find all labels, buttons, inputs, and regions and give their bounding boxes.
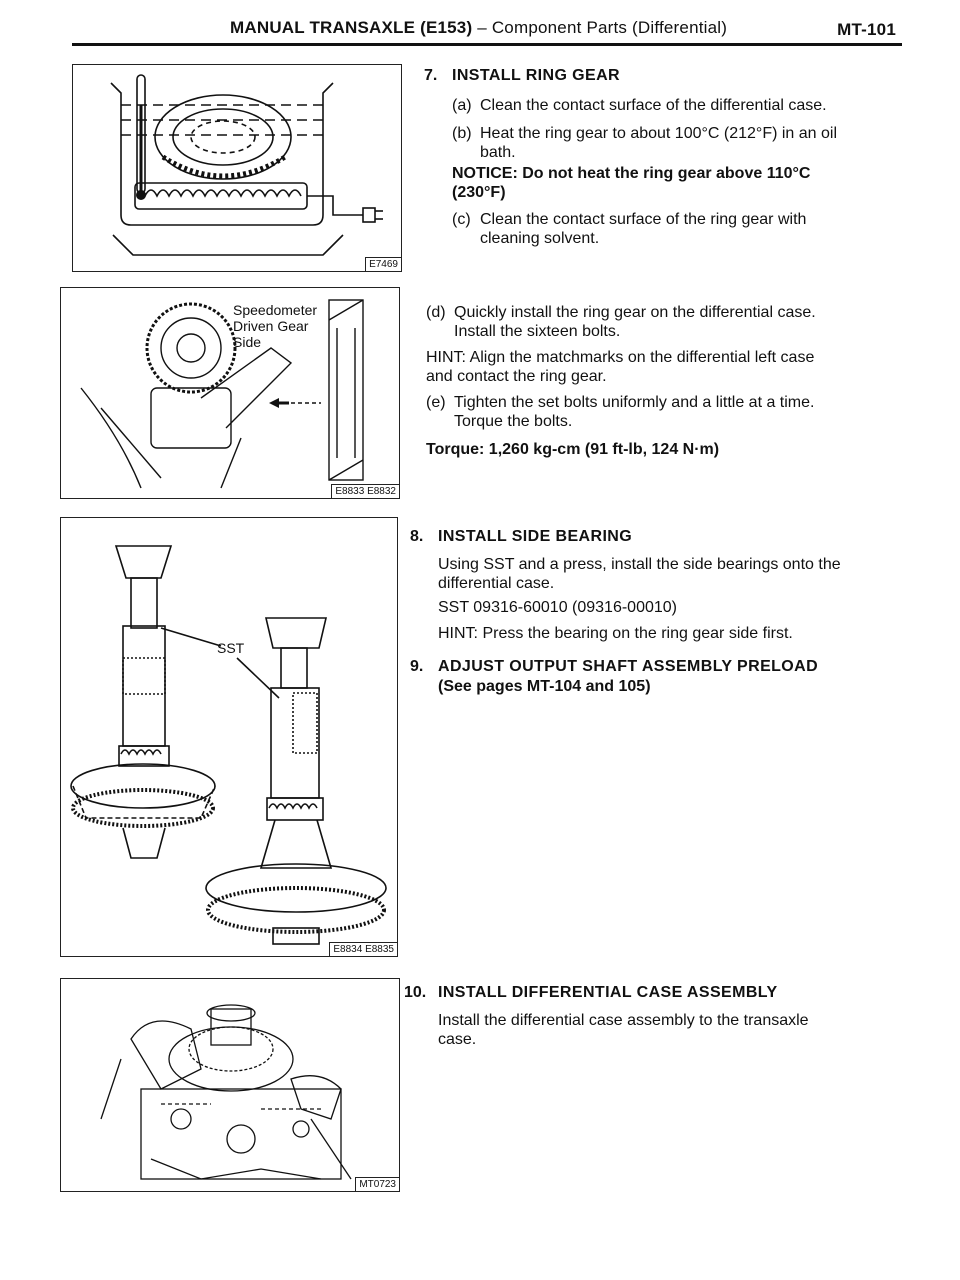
page-header: [70, 14, 900, 42]
text-line: differential case.: [438, 575, 555, 592]
step-number: 7.: [424, 67, 438, 84]
step-7d: [426, 303, 906, 343]
text-line: Quickly install the ring gear on the differential case.: [454, 304, 816, 321]
figure-code: MT0723: [355, 1177, 399, 1191]
step-9-heading: [410, 657, 900, 677]
header-rule: [72, 43, 902, 46]
label-line: Side: [233, 334, 262, 350]
sst-label: SST: [217, 640, 245, 656]
step-7c: [452, 210, 902, 250]
item-tag: (a): [452, 97, 472, 114]
side-bearing-press-illustration: [61, 518, 397, 956]
text-line: Install the sixteen bolts.: [454, 323, 621, 340]
notice-line: (230°F): [452, 184, 506, 201]
step-9-reference: (See pages MT-104 and 105): [438, 678, 651, 695]
text-line: Torque the bolts.: [454, 413, 573, 430]
label-line: Driven Gear: [233, 318, 309, 334]
step-8-hint: HINT: Press the bearing on the ring gear side first.: [438, 625, 793, 642]
step-7b: [452, 124, 902, 164]
item-text: [480, 210, 806, 248]
page-title: [230, 18, 727, 38]
item-text: Clean the contact surface of the differential case.: [480, 97, 827, 114]
step-title: INSTALL SIDE BEARING: [438, 528, 633, 545]
item-tag: (c): [452, 211, 471, 228]
item-text: [454, 393, 814, 431]
hint: [426, 348, 906, 386]
hint-line: and contact the ring gear.: [426, 368, 607, 385]
title-bold: MANUAL TRANSAXLE (E153): [230, 18, 473, 37]
figure-code: E8833 E8832: [331, 484, 399, 498]
oil-bath-illustration: [73, 65, 401, 271]
figure-code: E7469: [365, 257, 401, 271]
step-10-heading: [404, 983, 900, 1003]
label-line: Speedometer: [233, 302, 318, 318]
notice: [452, 164, 902, 202]
text-line: Tighten the set bolts uniformly and a little at a time.: [454, 394, 815, 411]
step-title: INSTALL RING GEAR: [452, 67, 620, 84]
step-10-text: [438, 1011, 898, 1049]
speedometer-label: [233, 302, 317, 350]
step-8-heading: [410, 527, 900, 547]
figure-side-bearing-press: [60, 517, 398, 957]
step-7-heading: [424, 66, 904, 86]
item-text: [454, 303, 816, 341]
step-number: 8.: [410, 528, 424, 545]
step-8-text: [438, 555, 898, 593]
step-7e: [426, 393, 906, 433]
text-line: Heat the ring gear to about 100°C (212°F) in an oil: [480, 125, 838, 142]
item-text: [480, 124, 837, 162]
page-number: MT-101: [837, 20, 896, 39]
hint-line: HINT: Align the matchmarks on the differential left case: [426, 349, 815, 366]
text-line: Using SST and a press, install the side bearings onto the: [438, 556, 841, 573]
text-line: Clean the contact surface of the ring gear with: [480, 211, 807, 228]
figure-oil-bath: [72, 64, 402, 272]
item-tag: (e): [426, 394, 446, 411]
step-title: INSTALL DIFFERENTIAL CASE ASSEMBLY: [438, 984, 778, 1001]
step-number: 9.: [410, 658, 424, 675]
text-line: case.: [438, 1031, 477, 1048]
step-title: ADJUST OUTPUT SHAFT ASSEMBLY PRELOAD: [438, 658, 819, 675]
figure-ring-gear-install: [60, 287, 400, 499]
text-line: bath.: [480, 144, 516, 161]
text-line: Install the differential case assembly to the transaxle: [438, 1012, 809, 1029]
torque-spec: Torque: 1,260 kg-cm (91 ft-lb, 124 N·m): [426, 441, 720, 458]
title-rest: Component Parts (Differential): [491, 18, 728, 37]
notice-line: NOTICE: Do not heat the ring gear above 110°C: [452, 165, 811, 182]
figure-code: E8834 E8835: [329, 942, 397, 956]
text-line: cleaning solvent.: [480, 230, 600, 247]
title-dash: –: [472, 18, 492, 37]
item-tag: (d): [426, 304, 446, 321]
diff-case-install-illustration: [61, 979, 399, 1191]
step-number: 10.: [404, 984, 427, 1001]
sst-number: SST 09316-60010 (09316-00010): [438, 599, 677, 616]
ring-gear-install-illustration: [61, 288, 399, 498]
figure-diff-case-install: [60, 978, 400, 1192]
step-7a: [452, 96, 902, 116]
item-tag: (b): [452, 125, 472, 142]
